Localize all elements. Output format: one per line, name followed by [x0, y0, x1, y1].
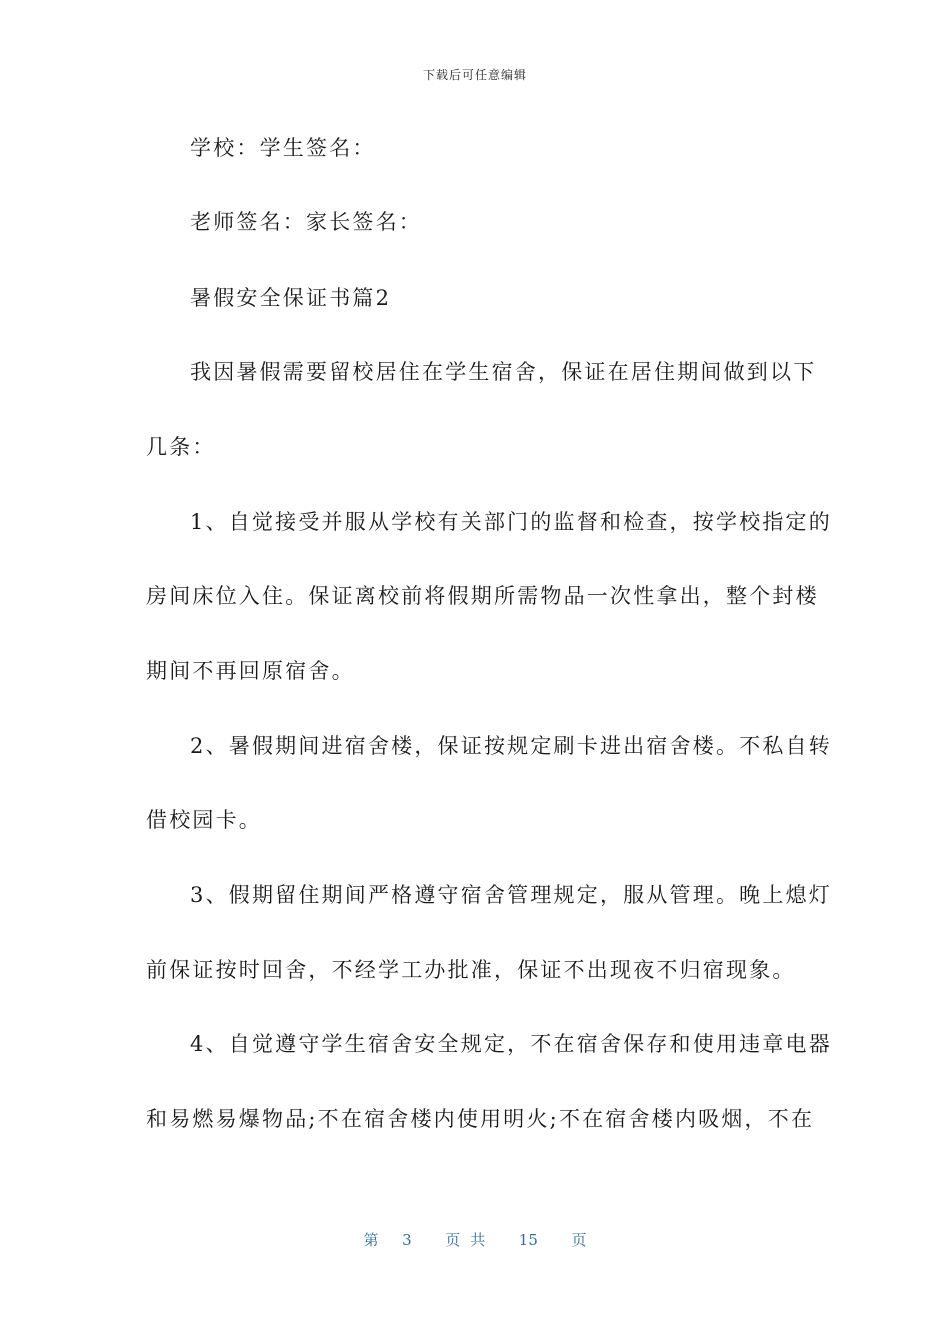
header-note: 下载后可任意编辑	[422, 68, 527, 82]
body-line: 1、自觉接受并服从学校有关部门的监督和检查，按学校指定的	[190, 510, 832, 534]
footer-current-page: 3	[402, 1231, 412, 1249]
body-line: 和易燃易爆物品;不在宿舍楼内使用明火;不在宿舍楼内吸烟，不在	[146, 1107, 815, 1131]
page-footer	[0, 1229, 950, 1250]
body-line: 学校：学生签名：	[190, 136, 376, 160]
body-line: 我因暑假需要留校居住在学生宿舍，保证在居住期间做到以下	[190, 360, 817, 384]
section-heading: 暑假安全保证书篇2	[190, 286, 392, 310]
footer-total-pages: 15	[518, 1231, 538, 1249]
body-line: 老师签名：家长签名：	[190, 210, 422, 234]
footer-mid: 页共	[445, 1231, 496, 1249]
footer-prefix: 第	[363, 1231, 379, 1249]
body-line: 借校园卡。	[146, 808, 262, 832]
body-line: 期间不再回原宿舍。	[146, 659, 355, 683]
body-line: 房间床位入住。保证离校前将假期所需物品一次性拿出，整个封楼	[146, 584, 819, 608]
body-line: 前保证按时回舍，不经学工办批准，保证不出现夜不归宿现象。	[146, 958, 796, 982]
body-line: 4、自觉遵守学生宿舍安全规定，不在宿舍保存和使用违章电器	[190, 1032, 832, 1056]
body-line: 几条：	[146, 435, 216, 459]
body-line: 2、暑假期间进宿舍楼，保证按规定刷卡进出宿舍楼。不私自转	[190, 734, 832, 758]
body-line: 3、假期留住期间严格遵守宿舍管理规定，服从管理。晚上熄灯	[190, 883, 832, 907]
footer-suffix: 页	[571, 1231, 587, 1249]
